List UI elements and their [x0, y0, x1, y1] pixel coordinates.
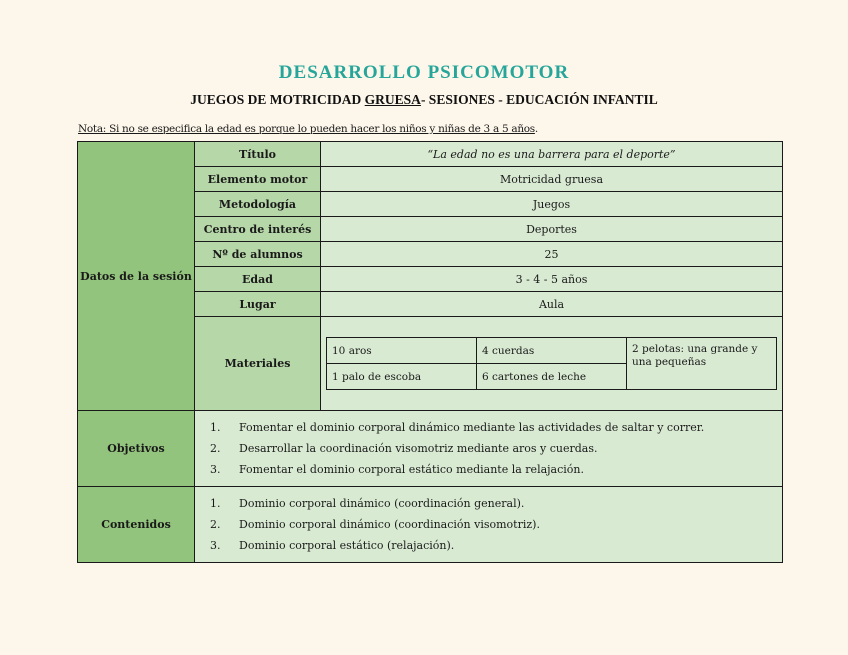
- note-end: .: [534, 123, 538, 135]
- list-item-number: 3.: [210, 463, 221, 476]
- subtitle-prefix: JUEGOS DE MOTRICIDAD: [190, 92, 365, 107]
- row-value-num-alumnos: 25: [321, 242, 783, 267]
- list-item: [210, 493, 782, 514]
- material-item: 4 cuerdas: [477, 338, 627, 364]
- list-item: [210, 417, 782, 438]
- table-row: [78, 411, 783, 487]
- list-item: [210, 438, 782, 459]
- row-value-titulo: [321, 142, 783, 167]
- row-label-materiales: Materiales: [195, 317, 321, 411]
- list-item-number: 3.: [210, 539, 221, 552]
- note-text: Nota: Si no se especifica la edad es porque lo pueden hacer los niños y niñas de 3 a 5 años: [78, 123, 535, 135]
- materials-cell: [321, 317, 783, 411]
- contents-cell: [195, 487, 783, 563]
- page-title: DESARROLLO PSICOMOTOR: [278, 62, 570, 83]
- section-label-contents: Contenidos: [78, 487, 195, 563]
- list-item-number: 1.: [210, 497, 221, 510]
- list-item-text: Dominio corporal dinámico (coordinación visomotriz).: [239, 518, 540, 531]
- list-item: [210, 514, 782, 535]
- list-item: [210, 535, 782, 556]
- objectives-cell: [195, 411, 783, 487]
- list-item-number: 2.: [210, 442, 221, 455]
- table-row: [327, 338, 777, 364]
- material-item: 2 pelotas: una grande y una pequeñas: [627, 338, 777, 390]
- row-value-metodologia: Juegos: [321, 192, 783, 217]
- table-row: [78, 142, 783, 167]
- row-value-edad: 3 - 4 - 5 años: [321, 267, 783, 292]
- row-value-elemento-motor: Motricidad gruesa: [321, 167, 783, 192]
- row-label-metodologia: Metodología: [195, 192, 321, 217]
- materials-table: [326, 337, 777, 390]
- row-label-titulo: Título: [195, 142, 321, 167]
- objectives-list: [195, 411, 782, 486]
- list-item-text: Dominio corporal estático (relajación).: [239, 539, 455, 552]
- row-label-lugar: Lugar: [195, 292, 321, 317]
- session-table: [77, 141, 783, 563]
- list-item: [210, 459, 782, 480]
- row-label-num-alumnos: Nº de alumnos: [195, 242, 321, 267]
- row-label-edad: Edad: [195, 267, 321, 292]
- list-item-number: 1.: [210, 421, 221, 434]
- material-item: 1 palo de escoba: [327, 364, 477, 390]
- title-value-text: “La edad no es una barrera para el deporte”: [427, 147, 676, 161]
- list-item-text: Fomentar el dominio corporal dinámico mediante las actividades de saltar y correr.: [239, 421, 705, 434]
- row-label-centro-interes: Centro de interés: [195, 217, 321, 242]
- contents-list: [195, 487, 782, 562]
- material-item: 10 aros: [327, 338, 477, 364]
- section-label-objectives: Objetivos: [78, 411, 195, 487]
- row-value-lugar: Aula: [321, 292, 783, 317]
- row-label-elemento-motor: Elemento motor: [195, 167, 321, 192]
- table-row: [78, 487, 783, 563]
- list-item-text: Desarrollar la coordinación visomotriz mediante aros y cuerdas.: [239, 442, 598, 455]
- list-item-text: Dominio corporal dinámico (coordinación general).: [239, 497, 525, 510]
- subtitle-underlined: GRUESA: [364, 92, 421, 107]
- section-label-session: Datos de la sesión: [78, 142, 195, 411]
- row-value-centro-interes: Deportes: [321, 217, 783, 242]
- page-subtitle: [0, 92, 848, 108]
- subtitle-suffix: - SESIONES - EDUCACIÓN INFANTIL: [420, 92, 658, 107]
- note: [78, 123, 538, 135]
- list-item-text: Fomentar el dominio corporal estático mediante la relajación.: [239, 463, 584, 476]
- material-item: 6 cartones de leche: [477, 364, 627, 390]
- list-item-number: 2.: [210, 518, 221, 531]
